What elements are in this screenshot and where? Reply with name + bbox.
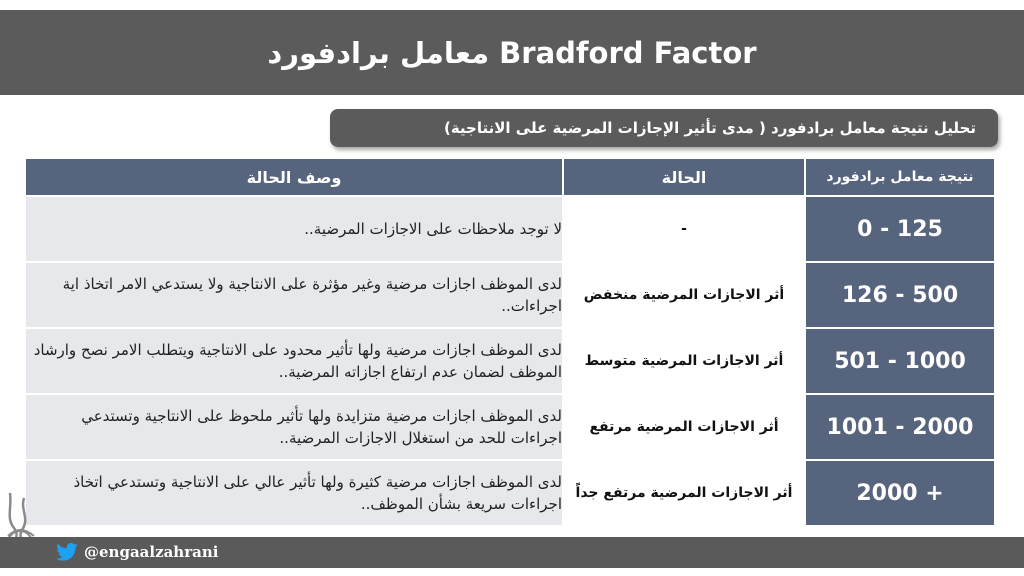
score-cell: 1001 - 2000 xyxy=(805,394,995,460)
page-title: معامل برادفورد Bradford Factor xyxy=(267,35,757,70)
status-cell: أثر الاجازات المرضية منخفض xyxy=(563,262,805,328)
table-row xyxy=(25,328,995,394)
header-status: الحالة xyxy=(563,158,805,196)
bradford-table xyxy=(24,157,996,527)
status-cell: - xyxy=(563,196,805,262)
table-row xyxy=(25,394,995,460)
subtitle-box xyxy=(330,109,998,147)
header-score: نتيجة معامل برادفورد xyxy=(805,158,995,196)
description-cell: لدى الموظف اجازات مرضية كثيرة ولها تأثير عالي على الانتاجية وتستدعي اتخاذ اجراءات سريعة بشأن الموظف.. xyxy=(25,460,563,526)
description-cell: لدى الموظف اجازات مرضية وغير مؤثرة على الانتاجية ولا يستدعي الامر اتخاذ اية اجراءات.. xyxy=(25,262,563,328)
description-cell: لدى الموظف اجازات مرضية متزايدة ولها تأثير ملحوظ على الانتاجية وتستدعي اجراءات للحد من استغلال الاجازات المرضية.. xyxy=(25,394,563,460)
score-cell: 501 - 1000 xyxy=(805,328,995,394)
status-cell: أثر الاجازات المرضية مرتفع xyxy=(563,394,805,460)
header-description: وصف الحالة xyxy=(25,158,563,196)
table-row xyxy=(25,460,995,526)
table-row xyxy=(25,262,995,328)
subtitle-text: تحليل نتيجة معامل برادفورد ( مدى تأثير الإجازات المرضية على الانتاجية) xyxy=(443,118,976,137)
description-cell: لدى الموظف اجازات مرضية ولها تأثير محدود على الانتاجية ويتطلب الامر نصح وارشاد الموظف لضمان عدم ارتفاع اجازاته المرضية.. xyxy=(25,328,563,394)
score-cell: 126 - 500 xyxy=(805,262,995,328)
twitter-handle[interactable]: @engaalzahrani xyxy=(84,543,219,561)
status-cell: أثر الاجازات المرضية مرتفع جداً xyxy=(563,460,805,526)
score-cell: 0 - 125 xyxy=(805,196,995,262)
status-cell: أثر الاجازات المرضية متوسط xyxy=(563,328,805,394)
twitter-bird-icon xyxy=(56,543,78,565)
description-cell: لا توجد ملاحظات على الاجازات المرضية.. xyxy=(25,196,563,262)
score-cell: 2000 + xyxy=(805,460,995,526)
title-bar xyxy=(0,10,1024,95)
table-header-row xyxy=(25,158,995,196)
table-row xyxy=(25,196,995,262)
